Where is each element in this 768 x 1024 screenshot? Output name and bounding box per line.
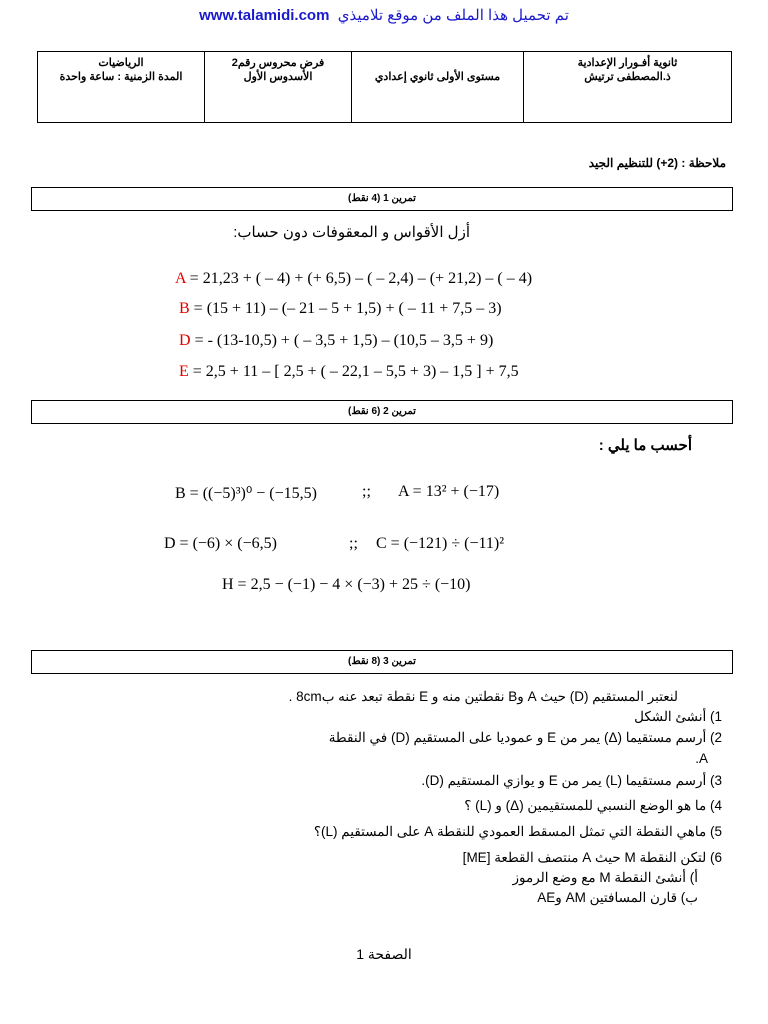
site-banner-text: تم تحميل هذا الملف من موقع تلاميذي: [337, 7, 569, 24]
header-teacher: ذ.المصطفى ترتيش: [584, 71, 671, 83]
ex2-separator: ;;: [362, 483, 371, 500]
ex1-expr-body: = - (13-10,5) + ( – 3,5 + 1,5) – (10,5 – 3,5 + 9): [190, 332, 494, 349]
ex2-expression-b: B = ((−5)³)⁰ − (−15,5): [175, 485, 317, 502]
ex1-expr-name: A: [175, 270, 186, 287]
header-subject-cell: [38, 52, 205, 123]
ex2-expression-d: D = (−6) × (−6,5): [164, 535, 277, 552]
ex1-title-box: [31, 187, 733, 211]
header-school: ثانوية أفـورار الإعدادية: [577, 57, 678, 69]
page-footer: الصفحة 1: [356, 946, 412, 962]
ex3-item-4: 4) ما هو الوضع النسبي للمستقيمين (Δ) و (L) ؟: [464, 798, 722, 813]
ex1-expr-name: B: [179, 300, 190, 317]
ex1-title: تمرين 1 (4 نقط): [348, 193, 416, 204]
ex1-expr-name: E: [179, 363, 189, 380]
ex3-item-6a: أ) أنشئ النقطة M مع وضع الرموز: [512, 870, 698, 885]
ex2-title: تمرين 2 (6 نقط): [348, 406, 416, 417]
site-url[interactable]: www.talamidi.com: [199, 7, 330, 24]
ex3-title-box: [31, 650, 733, 674]
ex3-item-6b: ب) قارن المسافتين AM وAE: [537, 890, 698, 905]
ex1-expression-e: [179, 363, 519, 381]
ex3-item-1: 1) أنشئ الشكل: [634, 709, 722, 724]
ex2-title-box: [31, 400, 733, 424]
ex3-item-2-continued: A.: [695, 751, 708, 766]
site-banner: [0, 6, 768, 24]
ex2-expression-h: H = 2,5 − (−1) − 4 × (−3) + 25 ÷ (−10): [222, 576, 471, 593]
header-subject: الرياضيات: [98, 57, 144, 69]
header-exam: فرض محروس رقم2: [231, 57, 325, 69]
header-level-cell: [352, 52, 524, 123]
ex3-item-5: 5) ماهي النقطة التي تمثل المسقط العمودي للنقطة A على المستقيم (L)؟: [313, 824, 722, 839]
ex3-title: تمرين 3 (8 نقط): [348, 656, 416, 667]
ex1-expr-body: = (15 + 11) – (– 21 – 5 + 1,5) + ( – 11 + 7,5 – 3): [189, 300, 502, 317]
ex2-expression-a: A = 13² + (−17): [398, 483, 500, 500]
header-school-cell: [524, 52, 732, 123]
ex2-instruction: أحسب ما يلي :: [598, 437, 692, 454]
ex1-instruction: أزل الأقواس و المعقوفات دون حساب:: [233, 224, 470, 241]
ex2-expression-c: C = (−121) ÷ (−11)²: [376, 535, 505, 552]
header-duration: المدة الزمنية : ساعة واحدة: [59, 71, 183, 83]
ex1-expression-b: [179, 300, 502, 318]
header-exam-cell: [205, 52, 352, 123]
ex1-expression-a: [175, 270, 532, 288]
ex1-expr-name: D: [179, 332, 191, 349]
ex3-item-2: 2) أرسم مستقيما (Δ) يمر من E و عموديا على المستقيم (D) في النقطة: [328, 730, 722, 745]
grading-note: ملاحظة : (2+) للتنظيم الجيد: [588, 156, 726, 170]
ex3-item-6: 6) لتكن النقطة M حيث A منتصف القطعة [ME]: [462, 850, 722, 865]
header-table: [37, 51, 732, 123]
header-semester: الأسدوس الأول: [243, 71, 313, 83]
ex3-intro: لنعتبر المستقيم (D) حيث A وB نقطتين منه و E نقطة تبعد عنه ب8cm .: [288, 689, 678, 704]
ex1-expression-d: [179, 332, 493, 350]
ex1-expr-body: = 2,5 + 11 – [ 2,5 + ( – 22,1 – 5,5 + 3) – 1,5 ] + 7,5: [188, 363, 519, 380]
ex3-item-3: 3) أرسم مستقيما (L) يمر من E و يوازي المستقيم (D).: [421, 773, 722, 788]
ex2-separator: ;;: [349, 535, 358, 552]
ex1-expr-body: = 21,23 + ( – 4) + (+ 6,5) – ( – 2,4) – (+ 21,2) – ( – 4): [185, 270, 533, 287]
header-level: مستوى الأولى ثانوي إعدادي: [374, 71, 501, 83]
